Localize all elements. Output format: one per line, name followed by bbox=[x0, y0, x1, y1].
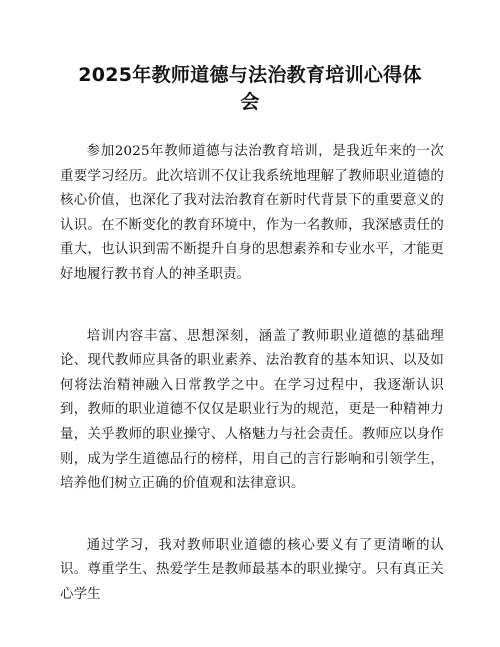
paragraph-3: 通过学习，我对教师职业道德的核心要义有了更清晰的认识。尊重学生、热爱学生是教师最基本的职业操守。只有真正关心学生 bbox=[60, 537, 444, 602]
document-title: 2025年教师道德与法治教育培训心得体会 bbox=[78, 64, 422, 113]
paragraph-2: 培训内容丰富、思想深刻，涵盖了教师职业道德的基础理论、现代教师应具备的职业素养、法治教育的基本知识、以及如何将法治精神融入日常教学之中。在学习过程中，我逐渐认识到，教师的职业道德不仅仅是职业行为的规范，更是一种精神力量，关乎教师的职业操守、人格魅力与社会责任。教师应以身作则，成为学生道德品行的榜样，用自己的言行影响和引领学生，培养他们树立正确的价值观和法律意识。 bbox=[60, 328, 444, 492]
paragraph-1: 参加2025年教师道德与法治教育培训，是我近年来的一次重要学习经历。此次培训不仅让我系统地理解了教师职业道德的核心价值，也深化了我对法治教育在新时代背景下的重要意义的认识。在不断变化的教育环境中，作为一名教师，我深感责任的重大，也认识到需不断提升自身的思想素养和专业水平，才能更好地履行教书育人的神圣职责。 bbox=[60, 144, 444, 282]
document-body bbox=[60, 140, 444, 645]
